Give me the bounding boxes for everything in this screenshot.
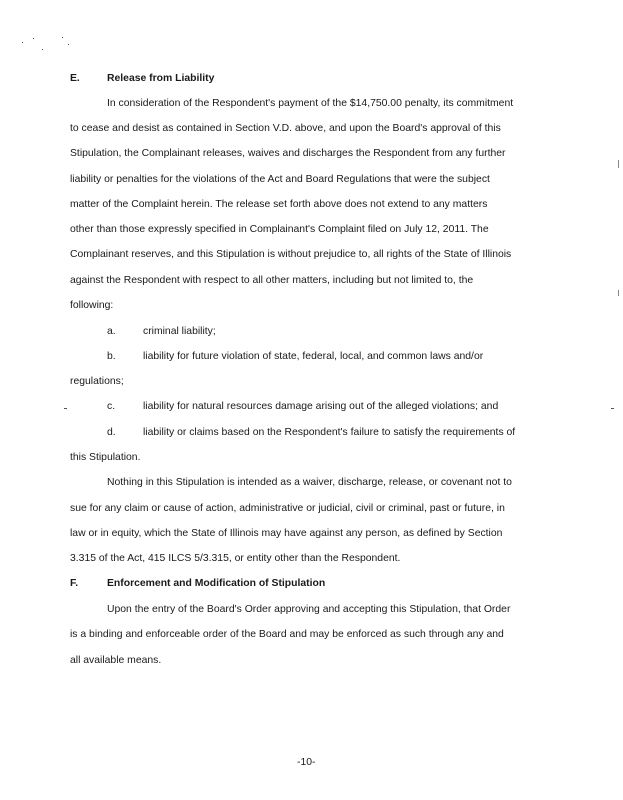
paragraph-line: Stipulation, the Complainant releases, waives and discharges the Respondent from any further <box>70 148 506 159</box>
list-item-letter: d. <box>107 427 116 438</box>
paragraph-line: 3.315 of the Act, 415 ILCS 5/3.315, or entity other than the Respondent. <box>70 553 401 564</box>
list-item-letter: a. <box>107 326 116 337</box>
paragraph-line: Upon the entry of the Board's Order approving and accepting this Stipulation, that Order <box>107 604 511 615</box>
scan-speck <box>64 408 67 409</box>
list-item-letter: c. <box>107 401 116 412</box>
scan-speck <box>42 49 43 50</box>
paragraph-line: against the Respondent with respect to all other matters, including but not limited to, the <box>70 275 474 286</box>
section-e-title: Release from Liability <box>107 73 215 84</box>
paragraph-line: is a binding and enforceable order of the Board and may be enforced as such through any and <box>70 629 504 640</box>
scan-speck <box>33 38 34 39</box>
scan-speck <box>22 42 23 43</box>
section-e-letter: E. <box>70 73 80 84</box>
paragraph-line: Nothing in this Stipulation is intended as a waiver, discharge, release, or covenant not to <box>107 477 512 488</box>
section-f-letter: F. <box>70 578 79 589</box>
scan-speck <box>62 37 63 38</box>
paragraph-line: to cease and desist as contained in Section V.D. above, and upon the Board's approval of this <box>70 123 501 134</box>
paragraph-line: all available means. <box>70 655 162 666</box>
scan-speck <box>611 408 614 409</box>
paragraph-line: liability or penalties for the violations of the Act and Board Regulations that were the subject <box>70 174 490 185</box>
list-item-letter: b. <box>107 351 116 362</box>
paragraph-line: Complainant reserves, and this Stipulation is without prejudice to, all rights of the State of Illinois <box>70 249 512 260</box>
list-item-continuation: regulations; <box>70 376 124 387</box>
scan-speck <box>68 44 69 45</box>
list-item-continuation: this Stipulation. <box>70 452 141 463</box>
paragraph-line: other than those expressly specified in Complainant's Complaint filed on July 12, 2011. The <box>70 224 489 235</box>
paragraph-line: matter of the Complaint herein. The release set forth above does not extend to any matters <box>70 199 488 210</box>
paragraph-line: In consideration of the Respondent's payment of the $14,750.00 penalty, its commitment <box>107 98 514 109</box>
paragraph-line: following: <box>70 300 114 311</box>
list-item-text: criminal liability; <box>143 326 216 337</box>
list-item-text: liability for future violation of state, federal, local, and common laws and/or <box>143 351 484 362</box>
page-number: -10- <box>297 757 316 768</box>
paragraph-line: sue for any claim or cause of action, administrative or judicial, civil or criminal, past or future, in <box>70 503 505 514</box>
paragraph-line: law or in equity, which the State of Illinois may have against any person, as defined by Section <box>70 528 503 539</box>
scan-edge-mark <box>618 290 619 296</box>
scan-edge-mark <box>618 160 619 168</box>
list-item-text: liability for natural resources damage arising out of the alleged violations; and <box>143 401 499 412</box>
section-f-title: Enforcement and Modification of Stipulation <box>107 578 326 589</box>
list-item-text: liability or claims based on the Respondent's failure to satisfy the requirements of <box>143 427 516 438</box>
